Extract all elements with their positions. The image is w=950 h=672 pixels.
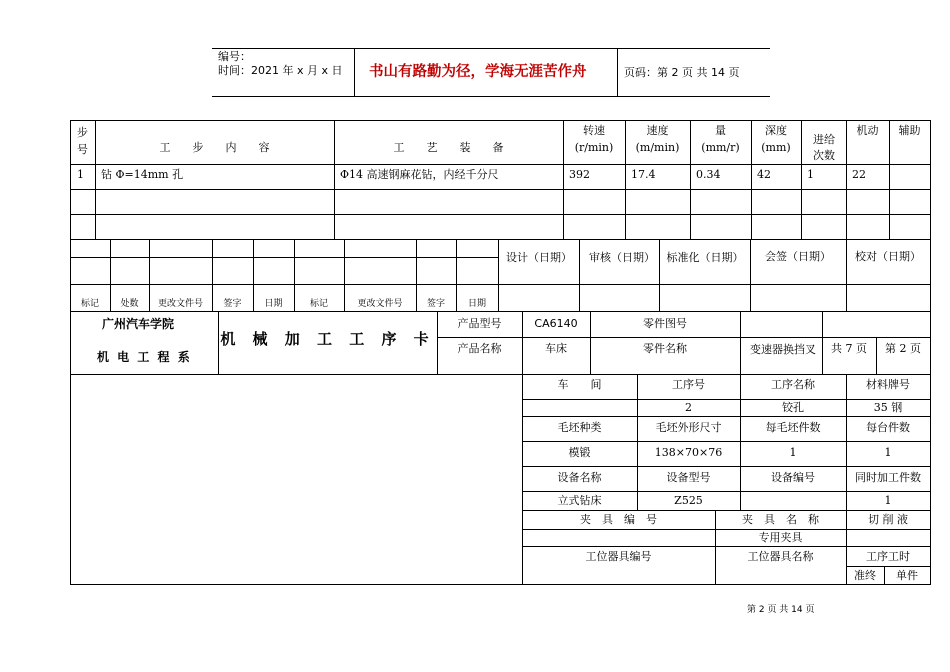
product-model: CA6140	[534, 317, 578, 330]
per-unit-value: 1	[884, 446, 892, 459]
station-name-label: 工位器具名称	[747, 550, 814, 563]
header-velocity-unit: (m/min)	[635, 141, 680, 154]
op-no-value: 2	[685, 401, 692, 414]
row1-depth: 42	[757, 168, 771, 181]
fixture-no-label: 夹 具 编 号	[580, 513, 657, 526]
blank-type-value: 模锻	[568, 446, 591, 459]
signoff-design: 设计（日期）	[506, 251, 572, 264]
header-equipment: 工 艺 装 备	[393, 141, 504, 154]
label-date-2: 日期	[467, 299, 486, 309]
total-pages: 共 7 页	[831, 342, 867, 355]
signoff-review: 审核（日期）	[589, 251, 655, 264]
header-speed: 转速	[583, 124, 605, 137]
device-no-label: 设备编号	[771, 471, 815, 484]
row1-machine: 22	[852, 168, 866, 181]
label-date-1: 日期	[264, 299, 283, 309]
workshop-label: 车 间	[557, 378, 602, 391]
product-name: 车床	[545, 342, 567, 355]
department-name: 机 电 工 程 系	[97, 350, 192, 364]
signoff-countersign: 会签（日期）	[765, 250, 831, 263]
material-label: 材料牌号	[866, 378, 910, 391]
op-name-value: 铰孔	[782, 401, 804, 414]
part-drawing-label: 零件图号	[643, 317, 687, 330]
device-name-label: 设备名称	[557, 471, 602, 484]
unit-label: 单件	[896, 569, 918, 582]
signoff-proof: 校对（日期）	[855, 250, 921, 263]
device-name-value: 立式钻床	[557, 494, 602, 507]
header-aux: 辅助	[898, 124, 921, 137]
per-blank-value: 1	[789, 446, 797, 459]
part-name: 变速器换挡叉	[750, 343, 816, 356]
motto: 书山有路勤为径，学海无涯苦作舟	[369, 64, 587, 80]
row1-feed: 0.34	[696, 168, 721, 181]
row1-equipment: Φ14 高速钢麻花钻，内经千分尺	[340, 168, 499, 181]
device-model-value: Z525	[674, 494, 703, 507]
header-feed: 量	[715, 124, 726, 137]
page-no: 第 2 页	[885, 342, 921, 355]
prep-label: 准终	[854, 569, 876, 582]
op-no-label: 工序号	[672, 378, 705, 391]
blank-type-label: 毛坯种类	[557, 421, 602, 434]
label-mark-2: 标记	[309, 299, 328, 309]
op-time-label: 工序工时	[866, 550, 910, 563]
simul-value: 1	[884, 494, 892, 507]
simul-label: 同时加工件数	[855, 471, 921, 484]
material-value: 35 钢	[873, 401, 903, 414]
header-velocity: 速度	[646, 124, 669, 137]
part-name-label: 零件名称	[643, 342, 687, 355]
school-name: 广州汽车学院	[102, 317, 175, 331]
header-step-no: 步号	[77, 126, 88, 156]
per-blank-label: 每毛坯件数	[765, 421, 821, 434]
time-label: 时间：2021 年 x 月 x 日	[218, 64, 343, 77]
per-unit-label: 每台件数	[866, 421, 910, 434]
row1-passes: 1	[807, 168, 814, 181]
station-no-label: 工位器具编号	[585, 550, 652, 563]
blank-size-value: 138×70×76	[654, 446, 723, 459]
signoff-standard: 标准化（日期）	[666, 251, 744, 264]
row1-velocity: 17.4	[631, 168, 656, 181]
coolant-label: 切 削 液	[868, 513, 908, 526]
label-change-doc-2: 更改文件号	[357, 299, 403, 309]
header-content: 工 步 内 容	[159, 141, 270, 154]
label-sign-1: 签字	[223, 299, 242, 309]
page-label: 页码：第 2 页 共 14 页	[624, 66, 740, 79]
footer-page: 第 2 页 共 14 页	[747, 605, 815, 615]
row1-step-no: 1	[77, 168, 84, 181]
device-model-label: 设备型号	[666, 471, 711, 484]
product-name-label: 产品名称	[457, 342, 502, 355]
label-mark-1: 标记	[80, 299, 99, 309]
header-speed-unit: (r/min)	[574, 141, 614, 154]
header-passes: 进给次数	[813, 133, 835, 162]
header-depth: 深度	[765, 124, 787, 137]
fixture-name-label: 夹 具 名 称	[742, 513, 819, 526]
blank-size-label: 毛坯外形尺寸	[655, 421, 722, 434]
row1-speed: 392	[569, 168, 590, 181]
op-name-label: 工序名称	[771, 378, 815, 391]
card-title: 机 械 加 工 工 序 卡	[220, 330, 435, 348]
label-change-doc-1: 更改文件号	[157, 299, 203, 309]
row1-content: 钻 Φ=14mm 孔	[101, 168, 184, 181]
label-count: 处数	[120, 299, 139, 309]
code-label: 编号：	[218, 50, 251, 63]
header-feed-unit: (mm/r)	[701, 141, 740, 154]
product-model-label: 产品型号	[457, 317, 502, 330]
label-sign-2: 签字	[426, 299, 445, 309]
header-depth-unit: (mm)	[761, 141, 791, 154]
header-machine: 机动	[856, 124, 879, 137]
fixture-name-value: 专用夹具	[758, 531, 803, 544]
